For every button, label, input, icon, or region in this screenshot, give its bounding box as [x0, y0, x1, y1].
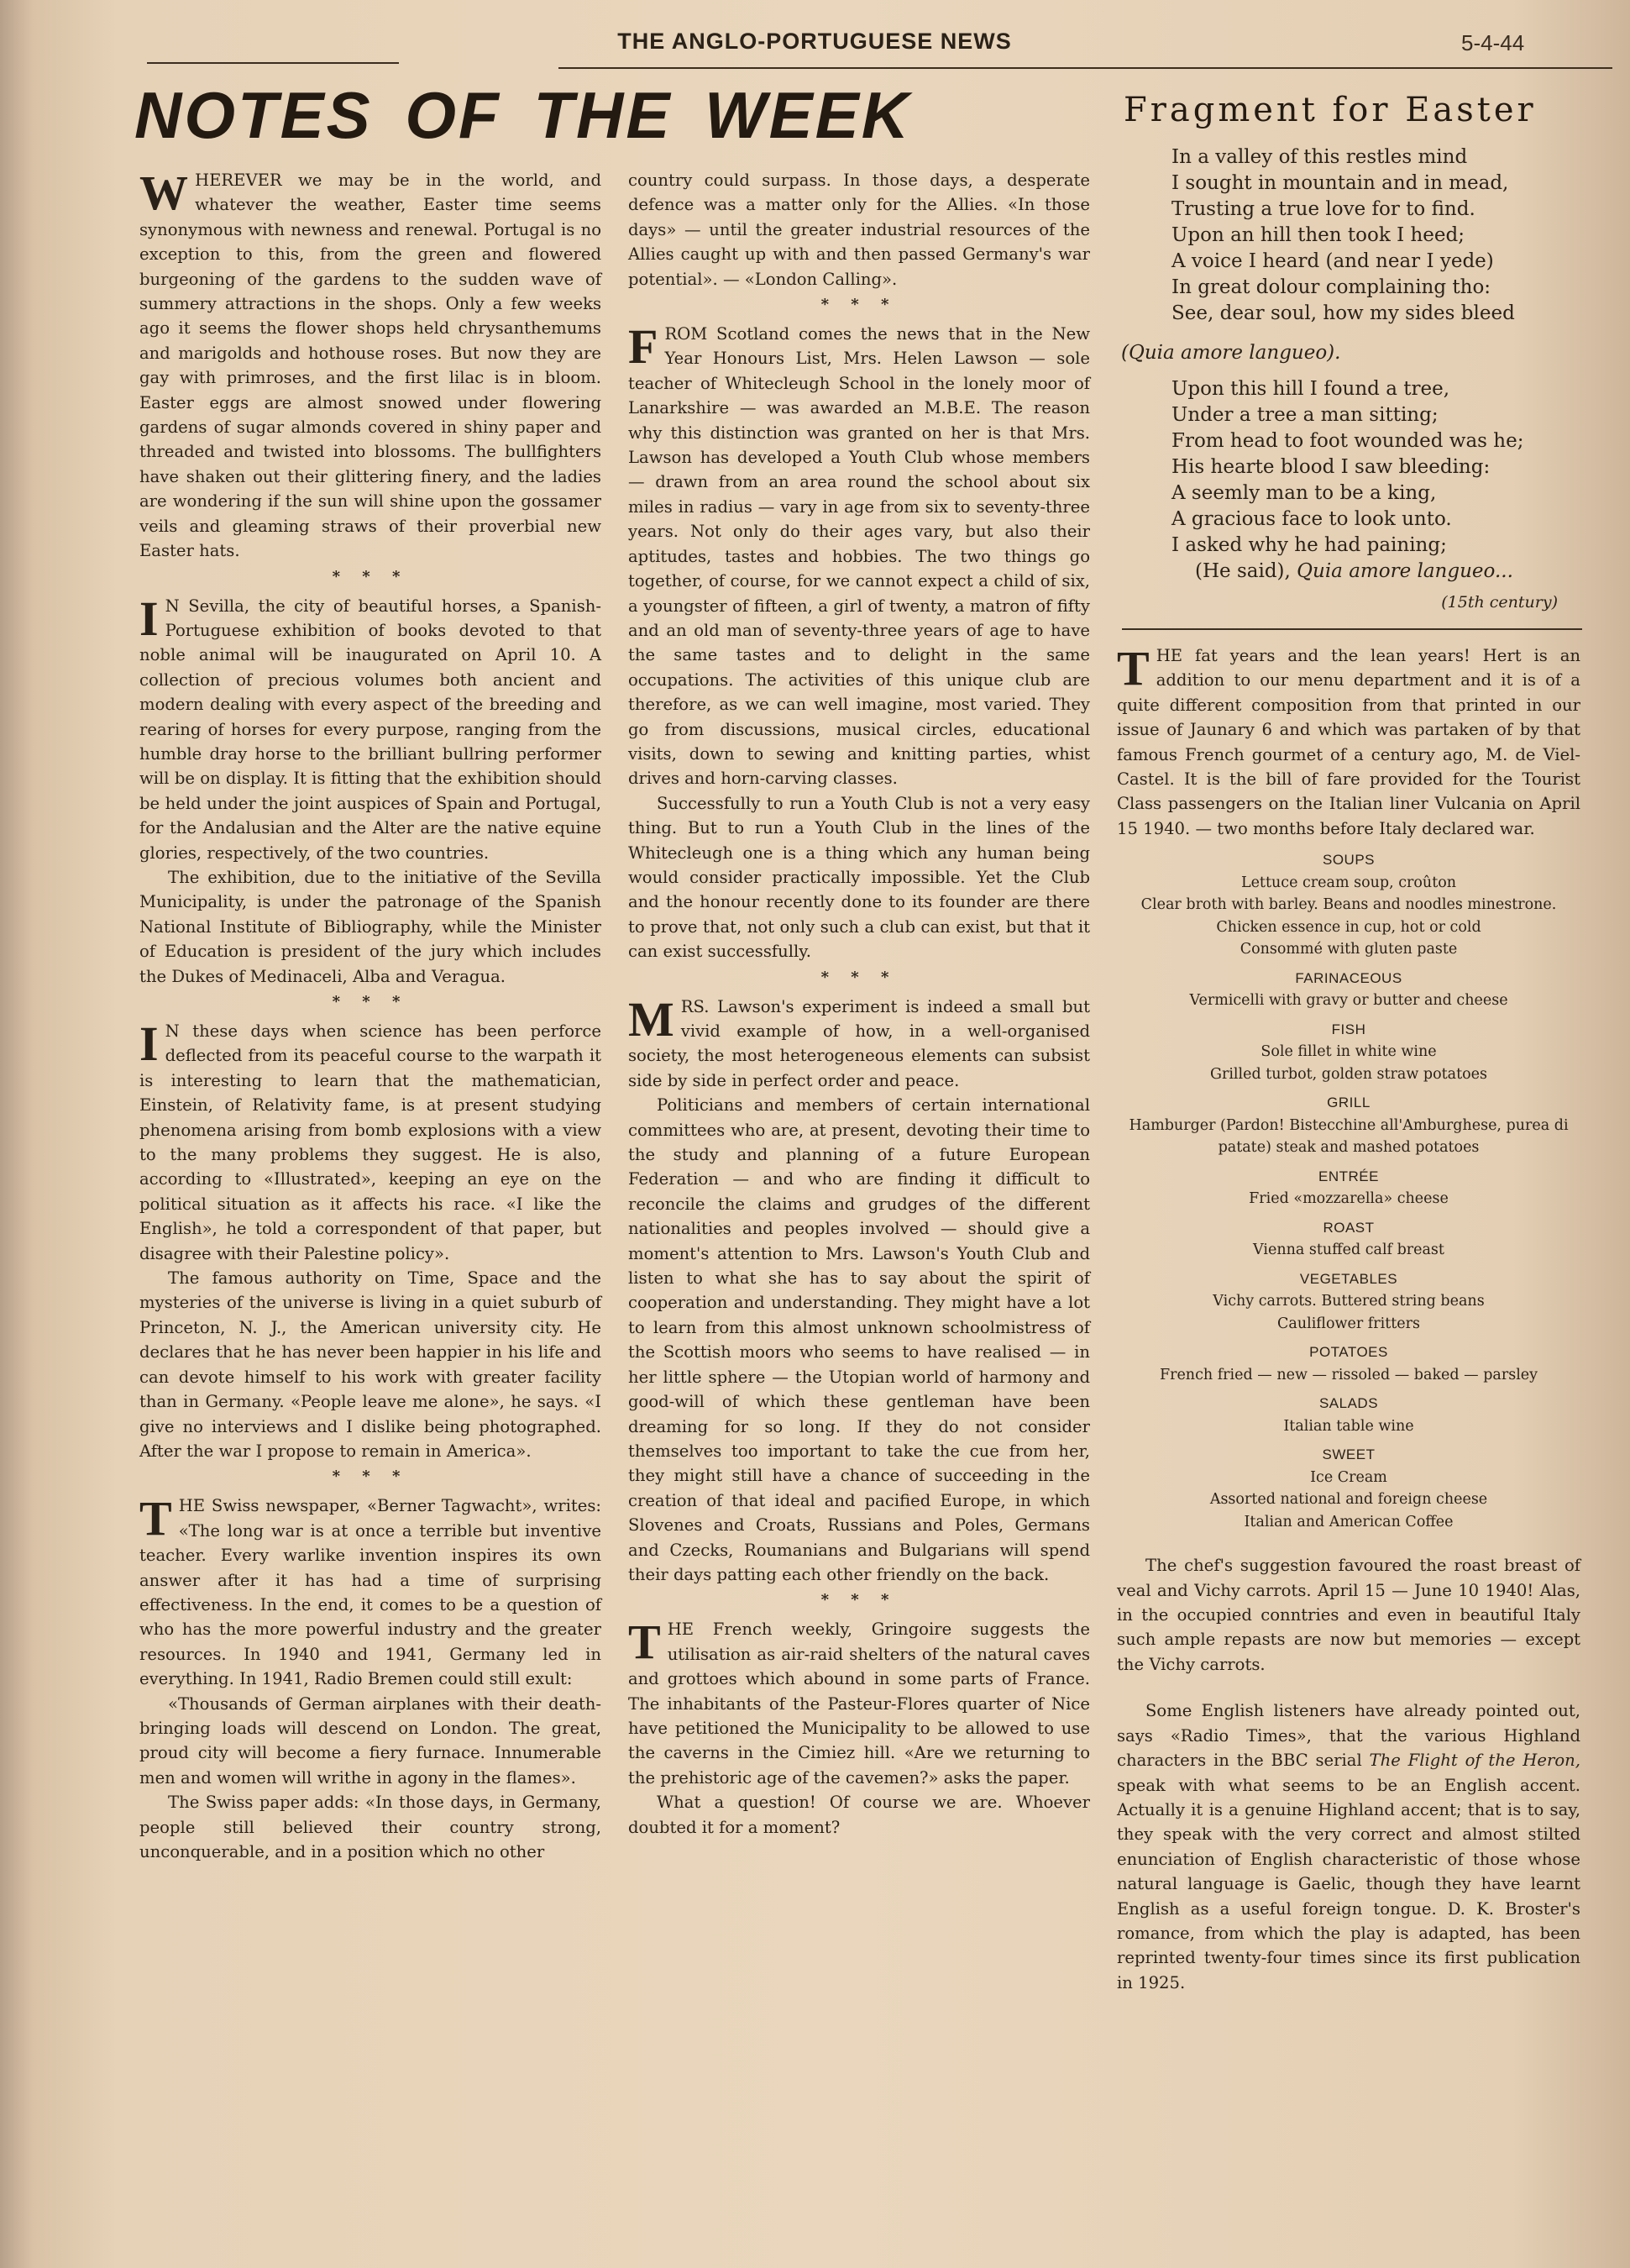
- paragraph: MRS. Lawson's experiment is indeed a small but vivid example of how, in a well-organised society, the most heterogeneous elements can subsist side by side in perfect order and peace.: [628, 991, 1090, 1090]
- poem-line: I sought in mountain and in mead,: [1171, 172, 1509, 194]
- section-separator: * * *: [820, 296, 898, 314]
- section-separator: * * *: [332, 993, 409, 1011]
- menu-column: [1117, 643, 1580, 1995]
- paper-name: THE ANGLO-PORTUGUESE NEWS: [617, 29, 1012, 54]
- paragraph: THE Swiss newspaper, «Berner Tagwacht», writes: «The long war is at once a terrible but inventive teacher. Every warlike invention inspires its own answer after it has had a time of surprising effectiveness. In the end, it comes to be a question of who has the more powerful industry and the greater resources. In 1940 and 1941, Germany led in everything. In 1941, Radio Bremen could still exult:: [139, 1491, 601, 1689]
- poem-line: His hearte blood I saw bleeding:: [1171, 456, 1491, 478]
- column-3-rule: [1122, 628, 1582, 630]
- section-separator: * * *: [820, 1591, 898, 1609]
- menu-section-heading: ROAST: [1323, 1219, 1375, 1236]
- poem-refrain: (Quia amore langueo).: [1121, 342, 1341, 364]
- section-separator: * * *: [820, 968, 898, 986]
- paragraph: FROM Scotland comes the news that in the New Year Honours List, Mrs. Helen Lawson — sole teacher of Whitecleugh School in the lonely moor of Lanarkshire — was awarded an M.B.E. The reason why this distinction was granted on her is that Mrs. Lawson has developed a Youth Club whose members — drawn from an area round the school about six miles in radius — vary in age from six to seventy-three years. Not only do their ages vary, but also their aptitudes, tastes and hobbies. The two things go together, of course, for we cannot expect a child of six, a youngster of fifteen, a girl of twenty, a matron of fifty and an old man of seventy-three years of age to have the same tastes and to delight in the same occupations. The activities of this unique club are therefore, as we can well imagine, most varied. They go from discussions, musical circles, educational visits, down to sewing and knitting parties, whist drives and horn-carving classes.: [628, 319, 1090, 789]
- menu-section-heading: FARINACEOUS: [1295, 969, 1402, 986]
- masthead: [0, 25, 1630, 76]
- paragraph: The exhibition, due to the initiative of the Sevilla Municipality, is under the patronage of the Spanish National Institute of Bibliography, while the Minister of Education is president of the jury which includes the Dukes of Medinaceli, Alba and Veragua.: [139, 867, 601, 986]
- menu-item: Clear broth with barley. Beans and noodles minestrone.: [1140, 896, 1557, 914]
- paragraph: The Swiss paper adds: «In those days, in Germany, people still believed their country strong, unconquerable, and in a position which no other: [139, 1793, 601, 1861]
- menu-item: Lettuce cream soup, croûton: [1240, 874, 1457, 891]
- paragraph: WHEREVER we may be in the world, and whatever the weather, Easter time seems synonymous with newness and renewal. Portugal is no exception to this, from the green and flowered burgeoning of the gardens to the sudden wave of summery attractions in the shops. Only a few weeks ago it seems the flower shops held chrysanthemums and marigolds and hothouse roses. But now they are gay with primroses, and the first lilac is in bloom. Easter eggs are almost snowed under flowering gardens of sugar almonds covered in shiny paper and threaded and twisted into blossoms. The bullfighters have shaken out their glittering finery, and the ladies are wondering if the sun will shine upon the gossamer veils and gleaming straws of their proverbial new Easter hats.: [139, 165, 601, 561]
- poem-line: Upon this hill I found a tree,: [1171, 378, 1450, 400]
- menu-item: Vienna stuffed calf breast: [1253, 1242, 1444, 1259]
- poem-line: In a valley of this restles mind: [1171, 146, 1468, 168]
- menu-section-heading: SOUPS: [1322, 852, 1376, 869]
- paragraph: Successfully to run a Youth Club is not a very easy thing. But to run a Youth Club in the lines of the Whitecleugh one is a thing which any human being would consider practically impossible. Yet the Club and the honour recently done to its founder are there to prove that, not only such a club can exist, but that it can exist successfully.: [628, 793, 1090, 962]
- section-separator: * * *: [332, 1467, 409, 1486]
- menu-item: Fried «mozzarella» cheese: [1249, 1190, 1449, 1208]
- fragment-title: Fragment for Easter: [1124, 91, 1537, 129]
- poem-line: From head to foot wounded was he;: [1171, 430, 1524, 452]
- poem-line: Trusting a true love for to find.: [1171, 198, 1475, 220]
- menu-section-heading: POTATOES: [1309, 1344, 1388, 1361]
- poem-line: A seemly man to be a king,: [1171, 482, 1437, 504]
- paragraph: Politicians and members of certain international committees who are, at present, devoting their time to the study and planning of a future European Federation — and who are finding it difficult to reconcile the claims and grudges of the different nationalities and peoples involved — should give a moment's attention to Mrs. Lawson's Youth Club and listen to what she has to say about the spirit of cooperation and understanding. They might have a lot to learn from this almost unknown schoolmistress of the Scottish moors who seems to have realised — in her little sphere — the Utopian world of harmony and good-will of which these gentleman have been dreaming for so long. If they do not consider themselves too important to take the cue from her, they might still have a chance of succeeding in the creation of that ideal and pacified Europe, in which Slovenes and Croats, Russians and Poles, Germans and Czecks, Roumanians and Bulgarians will spend their days patting each other friendly on the back.: [628, 1095, 1090, 1584]
- drop-cap: M: [628, 991, 674, 1047]
- masthead-rule-left: [147, 62, 399, 64]
- menu-item: Cauliflower fritters: [1277, 1315, 1420, 1332]
- drop-cap: T: [628, 1614, 661, 1670]
- poem-line: A gracious face to look unto.: [1171, 508, 1452, 530]
- menu-item: Assorted national and foreign cheese: [1209, 1491, 1488, 1509]
- menu-section-heading: VEGETABLES: [1299, 1270, 1398, 1287]
- menu-item: French fried — new — rissoled — baked — parsley: [1159, 1366, 1538, 1383]
- notes-column-1: [139, 165, 601, 1864]
- poem-line: In great dolour complaining tho:: [1171, 276, 1491, 298]
- masthead-rule-right: [558, 67, 1612, 69]
- menu-item: Vichy carrots. Buttered string beans: [1213, 1293, 1485, 1310]
- poem-century: (15th century): [1441, 593, 1558, 612]
- section-separator: * * *: [332, 567, 409, 585]
- notes-column-2: [628, 168, 1090, 1840]
- paragraph: country could surpass. In those days, a desperate defence was a matter only for the Allies. «In those days» — until the greater industrial resources of the Allies caught up with and then passed Germany's war potential». — «London Calling».: [628, 171, 1090, 289]
- menu-section-heading: FISH: [1331, 1021, 1366, 1037]
- menu-intro: THE fat years and the lean years! Hert is an addition to our menu department and it is of a quite different composition from that printed in our issue of Jaunary 6 and which was partaken of by that famous French gourmet of a century ago, M. de Viel-Castel. It is the bill of fare provided for the Tourist Class passengers on the Italian liner Vulcania on April 15 1940. — two months before Italy declared war.: [1117, 641, 1580, 838]
- poem-line: Upon an hill then took I heed;: [1171, 224, 1465, 246]
- menu-item: Ice Cream: [1310, 1468, 1387, 1486]
- fragment-poem: [1121, 144, 1591, 616]
- menu-item: Italian table wine: [1283, 1417, 1414, 1435]
- paragraph: What a question! Of course we are. Whoever doubted it for a moment?: [628, 1793, 1090, 1837]
- poem-line: (He said), Quia amore langueo...: [1195, 560, 1513, 582]
- poem-line: A voice I heard (and near I yede): [1171, 250, 1494, 272]
- drop-cap: W: [139, 165, 188, 220]
- menu-item: Sole fillet in white wine: [1260, 1043, 1437, 1061]
- menu-section-heading: GRILL: [1327, 1095, 1371, 1111]
- drop-cap: I: [139, 1016, 159, 1071]
- menu-item: Italian and American Coffee: [1244, 1513, 1454, 1530]
- paragraph: The famous authority on Time, Space and the mysteries of the universe is living in a quiet suburb of Princeton, N. J., the American university city. He declares that he has never been happier in his life and can devote himself to his work with greater facility than in Germany. «People leave me alone», he says. «I give no interviews and I dislike being photographed. After the war I propose to remain in America».: [139, 1268, 601, 1461]
- radio-times-paragraph: Some English listeners have already pointed out, says «Radio Times», that the various Highland characters in the BBC serial The Flight of the Heron, speak with what seems to be an English accent. Actually it is a genuine Highland accent; that is to say, they speak with the very correct and almost stilted enunciation of English characteristic of those whose natural language is Gaelic, though they have learnt English as a useful foreign tongue. D. K. Broster's romance, from which the play is adapted, has been reprinted twenty-four times since its first publication in 1925.: [1117, 1701, 1580, 1992]
- poem-line: See, dear soul, how my sides bleed: [1171, 302, 1515, 324]
- bill-of-fare: [1117, 849, 1580, 1533]
- paragraph: «Thousands of German airplanes with their death-bringing loads will descend on London. The great, proud city will become a fiery furnace. Innumerable men and women will writhe in agony in the flames».: [139, 1693, 601, 1788]
- menu-item: Hamburger (Pardon! Bistecchine all'Amburghese, purea di patate) steak and mashed potatoes: [1129, 1116, 1569, 1157]
- menu-item: Chicken essence in cup, hot or cold: [1216, 918, 1481, 936]
- drop-cap: I: [139, 591, 159, 646]
- notes-of-the-week-title: NOTES OF THE WEEK: [134, 78, 912, 152]
- menu-item: Vermicelli with gravy or butter and cheese: [1189, 992, 1508, 1010]
- paragraph: THE French weekly, Gringoire suggests the utilisation as air-raid shelters of the natural caves and grottoes which abound in some parts of France. The inhabitants of the Pasteur-Flores quarter of Nice have petitioned the Municipality to be allowed to use the caverns in the Cimiez hill. «Are we returning to the prehistoric age of the cavemen?» asks the paper.: [628, 1614, 1090, 1788]
- poem-line: Under a tree a man sitting;: [1171, 404, 1439, 426]
- issue-date: 5-4-44: [1461, 30, 1525, 55]
- menu-section-heading: SWEET: [1322, 1446, 1376, 1463]
- paragraph: I N Sevilla, the city of beautiful horses, a Spanish-Portuguese exhibition of books devoted to that noble animal will be inaugurated on April 10. A collection of precious volumes both ancient and modern dealing with every aspect of the breeding and rearing of horses for every purpose, ranging from the humble dray horse to the brilliant bullring performer will be on display. It is fitting that the exhibition should be held under the joint auspices of Spain and Portugal, for the Andalusian and the Alter are the native equine glories, respectively, of the two countries.: [139, 591, 601, 863]
- menu-item: Consommé with gluten paste: [1240, 941, 1458, 958]
- poem-line: I asked why he had paining;: [1171, 534, 1447, 556]
- drop-cap: T: [1117, 641, 1150, 696]
- menu-item: Grilled turbot, golden straw potatoes: [1209, 1065, 1487, 1083]
- drop-cap: T: [139, 1491, 172, 1546]
- paragraph: I N these days when science has been perforce deflected from its peaceful course to the warpath it is interesting to learn that the mathematician, Einstein, of Relativity fame, is at present studying phenomena arising from bomb explosions with a view to the many problems they suggest. He is also, according to «Illustrated», keeping an eye on the political situation as it affects his race. «I like the English», he told a correspondent of that paper, but disagree with their Palestine policy».: [139, 1016, 601, 1263]
- menu-after: The chef's suggestion favoured the roast breast of veal and Vichy carrots. April 15 — June 10 1940! Alas, in the occupied conntries and even in beautiful Italy such ample repasts are now but memories — except the Vichy carrots.: [1117, 1556, 1580, 1674]
- drop-cap: F: [628, 319, 658, 375]
- menu-section-heading: ENTRÉE: [1318, 1168, 1379, 1184]
- menu-section-heading: SALADS: [1318, 1395, 1379, 1412]
